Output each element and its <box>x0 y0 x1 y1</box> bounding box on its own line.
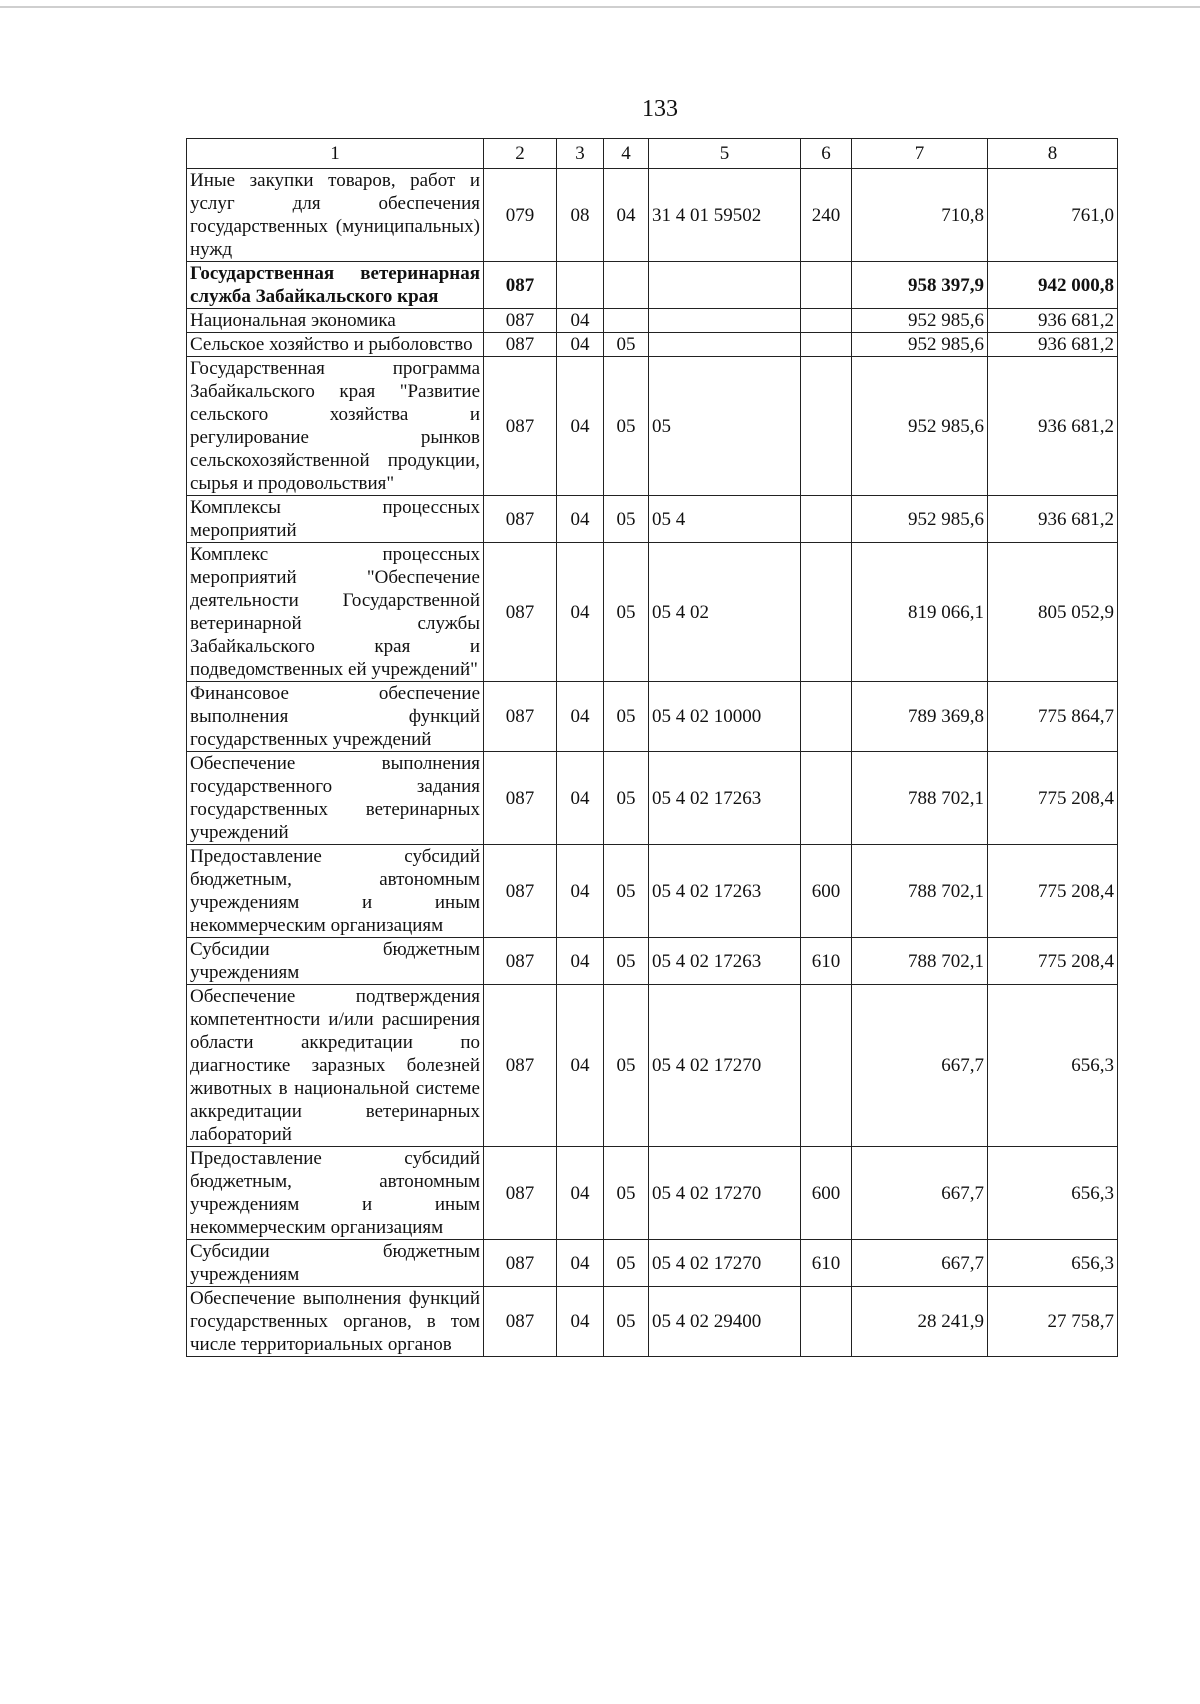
section-cell: 04 <box>557 543 604 682</box>
row-name-cell: Комплекс процессных мероприятий "Обеспечение деятельности Государственной ветеринарной службы Забайкальского края и подведомственных ей учреждений" <box>187 543 484 682</box>
amount-year-1-cell: 789 369,8 <box>852 682 988 752</box>
amount-year-1-cell: 788 702,1 <box>852 752 988 845</box>
amount-year-1-cell: 667,7 <box>852 985 988 1147</box>
section-cell: 04 <box>557 682 604 752</box>
row-name-cell: Обеспечение выполнения государственного задания государственных ветеринарных учреждений <box>187 752 484 845</box>
column-header: 7 <box>852 139 988 169</box>
amount-year-2-cell: 805 052,9 <box>988 543 1118 682</box>
budget-table <box>186 138 1118 1357</box>
target-article-cell: 05 4 02 17270 <box>649 985 801 1147</box>
amount-year-2-cell: 656,3 <box>988 1240 1118 1287</box>
target-article-cell: 05 4 02 17270 <box>649 1147 801 1240</box>
section-cell: 04 <box>557 938 604 985</box>
scan-edge-line <box>0 6 1200 8</box>
subsection-cell: 05 <box>604 333 649 357</box>
subsection-cell: 05 <box>604 938 649 985</box>
admin-code-cell: 087 <box>484 543 557 682</box>
admin-code-cell: 087 <box>484 357 557 496</box>
row-name-cell: Государственная программа Забайкальского края "Развитие сельского хозяйства и регулирование рынков сельскохозяйственной продукции, сырья и продовольствия" <box>187 357 484 496</box>
expense-type-cell <box>801 1287 852 1357</box>
table-row <box>187 752 1118 845</box>
table-row <box>187 1240 1118 1287</box>
amount-year-2-cell: 775 208,4 <box>988 938 1118 985</box>
subsection-cell: 05 <box>604 543 649 682</box>
row-name-cell: Национальная экономика <box>187 309 484 333</box>
expense-type-cell <box>801 262 852 309</box>
admin-code-cell: 087 <box>484 1287 557 1357</box>
table-row <box>187 543 1118 682</box>
section-cell: 04 <box>557 333 604 357</box>
row-name-cell: Комплексы процессных мероприятий <box>187 496 484 543</box>
table-row <box>187 1147 1118 1240</box>
amount-year-2-cell: 936 681,2 <box>988 309 1118 333</box>
row-name-cell: Предоставление субсидий бюджетным, автономным учреждениям и иным некоммерческим организациям <box>187 1147 484 1240</box>
subsection-cell: 05 <box>604 1287 649 1357</box>
table-body <box>187 169 1118 1357</box>
amount-year-1-cell: 952 985,6 <box>852 309 988 333</box>
admin-code-cell: 087 <box>484 496 557 543</box>
column-header: 2 <box>484 139 557 169</box>
subsection-cell <box>604 309 649 333</box>
target-article-cell <box>649 309 801 333</box>
target-article-cell: 31 4 01 59502 <box>649 169 801 262</box>
expense-type-cell: 610 <box>801 1240 852 1287</box>
row-name-cell: Предоставление субсидий бюджетным, автономным учреждениям и иным некоммерческим организациям <box>187 845 484 938</box>
subsection-cell <box>604 262 649 309</box>
target-article-cell: 05 4 02 29400 <box>649 1287 801 1357</box>
column-header: 5 <box>649 139 801 169</box>
table-row <box>187 333 1118 357</box>
amount-year-2-cell: 27 758,7 <box>988 1287 1118 1357</box>
expense-type-cell: 610 <box>801 938 852 985</box>
subsection-cell: 05 <box>604 682 649 752</box>
admin-code-cell: 087 <box>484 938 557 985</box>
subsection-cell: 05 <box>604 752 649 845</box>
amount-year-2-cell: 936 681,2 <box>988 333 1118 357</box>
expense-type-cell: 600 <box>801 1147 852 1240</box>
expense-type-cell: 600 <box>801 845 852 938</box>
section-cell: 04 <box>557 1287 604 1357</box>
amount-year-2-cell: 942 000,8 <box>988 262 1118 309</box>
amount-year-2-cell: 775 208,4 <box>988 752 1118 845</box>
subsection-cell: 05 <box>604 1240 649 1287</box>
admin-code-cell: 087 <box>484 309 557 333</box>
admin-code-cell: 087 <box>484 752 557 845</box>
admin-code-cell: 079 <box>484 169 557 262</box>
section-cell: 04 <box>557 1147 604 1240</box>
expense-type-cell: 240 <box>801 169 852 262</box>
table-row <box>187 845 1118 938</box>
subsection-cell: 05 <box>604 1147 649 1240</box>
admin-code-cell: 087 <box>484 845 557 938</box>
admin-code-cell: 087 <box>484 985 557 1147</box>
admin-code-cell: 087 <box>484 1147 557 1240</box>
column-header: 1 <box>187 139 484 169</box>
amount-year-1-cell: 819 066,1 <box>852 543 988 682</box>
table-row <box>187 357 1118 496</box>
section-cell <box>557 262 604 309</box>
target-article-cell <box>649 333 801 357</box>
column-header: 4 <box>604 139 649 169</box>
amount-year-1-cell: 788 702,1 <box>852 845 988 938</box>
subsection-cell: 05 <box>604 985 649 1147</box>
row-name-cell: Обеспечение выполнения функций государственных органов, в том числе территориальных органов <box>187 1287 484 1357</box>
subsection-cell: 04 <box>604 169 649 262</box>
row-name-cell: Субсидии бюджетным учреждениям <box>187 1240 484 1287</box>
amount-year-1-cell: 952 985,6 <box>852 496 988 543</box>
section-cell: 04 <box>557 496 604 543</box>
row-name-cell: Иные закупки товаров, работ и услуг для обеспечения государственных (муниципальных) нужд <box>187 169 484 262</box>
admin-code-cell: 087 <box>484 333 557 357</box>
amount-year-1-cell: 952 985,6 <box>852 357 988 496</box>
target-article-cell: 05 4 02 <box>649 543 801 682</box>
expense-type-cell <box>801 985 852 1147</box>
expense-type-cell <box>801 333 852 357</box>
section-cell: 04 <box>557 752 604 845</box>
column-header: 8 <box>988 139 1118 169</box>
amount-year-1-cell: 667,7 <box>852 1147 988 1240</box>
section-cell: 08 <box>557 169 604 262</box>
target-article-cell: 05 4 02 17270 <box>649 1240 801 1287</box>
admin-code-cell: 087 <box>484 1240 557 1287</box>
target-article-cell: 05 4 02 17263 <box>649 845 801 938</box>
page-number: 133 <box>642 96 678 122</box>
amount-year-1-cell: 710,8 <box>852 169 988 262</box>
column-header: 6 <box>801 139 852 169</box>
section-cell: 04 <box>557 985 604 1147</box>
table-row <box>187 496 1118 543</box>
table-row <box>187 1287 1118 1357</box>
table-row <box>187 985 1118 1147</box>
subsection-cell: 05 <box>604 496 649 543</box>
expense-type-cell <box>801 682 852 752</box>
expense-type-cell <box>801 752 852 845</box>
row-name-cell: Обеспечение подтверждения компетентности и/или расширения области аккредитации по диагностике заразных болезней животных в национальной системе аккредитации ветеринарных лабораторий <box>187 985 484 1147</box>
amount-year-1-cell: 788 702,1 <box>852 938 988 985</box>
table-row <box>187 938 1118 985</box>
section-cell: 04 <box>557 357 604 496</box>
subsection-cell: 05 <box>604 845 649 938</box>
target-article-cell: 05 4 02 17263 <box>649 752 801 845</box>
header-row <box>187 139 1118 169</box>
amount-year-1-cell: 958 397,9 <box>852 262 988 309</box>
section-cell: 04 <box>557 1240 604 1287</box>
target-article-cell: 05 <box>649 357 801 496</box>
table-row <box>187 309 1118 333</box>
expense-type-cell <box>801 496 852 543</box>
row-name-cell: Сельское хозяйство и рыболовство <box>187 333 484 357</box>
amount-year-2-cell: 775 864,7 <box>988 682 1118 752</box>
target-article-cell: 05 4 02 17263 <box>649 938 801 985</box>
amount-year-1-cell: 28 241,9 <box>852 1287 988 1357</box>
row-name-cell: Государственная ветеринарная служба Забайкальского края <box>187 262 484 309</box>
section-cell: 04 <box>557 845 604 938</box>
target-article-cell: 05 4 <box>649 496 801 543</box>
amount-year-2-cell: 656,3 <box>988 1147 1118 1240</box>
admin-code-cell: 087 <box>484 262 557 309</box>
admin-code-cell: 087 <box>484 682 557 752</box>
amount-year-2-cell: 936 681,2 <box>988 496 1118 543</box>
target-article-cell <box>649 262 801 309</box>
column-header: 3 <box>557 139 604 169</box>
amount-year-2-cell: 936 681,2 <box>988 357 1118 496</box>
table-row <box>187 682 1118 752</box>
row-name-cell: Субсидии бюджетным учреждениям <box>187 938 484 985</box>
expense-type-cell <box>801 357 852 496</box>
amount-year-2-cell: 761,0 <box>988 169 1118 262</box>
amount-year-1-cell: 952 985,6 <box>852 333 988 357</box>
table-row <box>187 169 1118 262</box>
amount-year-2-cell: 775 208,4 <box>988 845 1118 938</box>
row-name-cell: Финансовое обеспечение выполнения функций государственных учреждений <box>187 682 484 752</box>
amount-year-2-cell: 656,3 <box>988 985 1118 1147</box>
section-cell: 04 <box>557 309 604 333</box>
target-article-cell: 05 4 02 10000 <box>649 682 801 752</box>
amount-year-1-cell: 667,7 <box>852 1240 988 1287</box>
subsection-cell: 05 <box>604 357 649 496</box>
table-row <box>187 262 1118 309</box>
expense-type-cell <box>801 309 852 333</box>
expense-type-cell <box>801 543 852 682</box>
